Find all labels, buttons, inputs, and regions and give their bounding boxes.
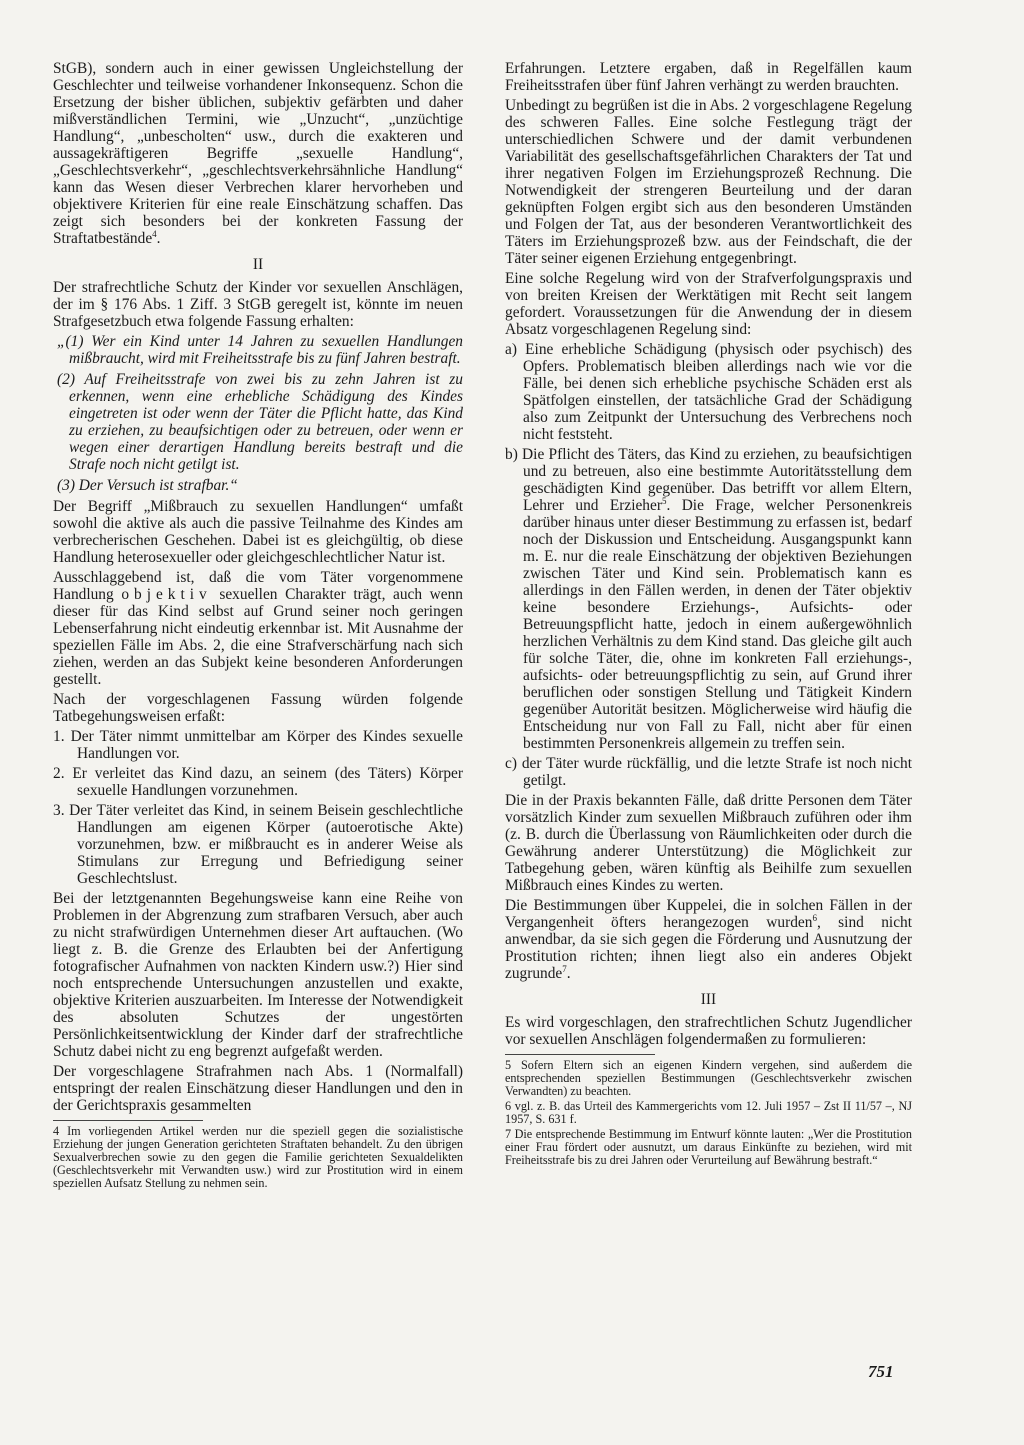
page-number: 751 (868, 1362, 894, 1381)
footnote: 6 vgl. z. B. das Urteil des Kammergerichts vom 12. Juli 1957 – Zst II 11/57 –, NJ 1957, S. 631 f. (505, 1099, 912, 1126)
enum-item: 1. Der Täter nimmt unmittelbar am Körper des Kindes sexuelle Handlungen vor. (53, 728, 463, 762)
paragraph: Der vorgeschlagene Strafrahmen nach Abs. 1 (Normalfall) entspringt der realen Einschätzung dieser Handlungen und den in der Gerichtspraxis gesammelten (53, 1063, 463, 1114)
footnote: 4 Im vorliegenden Artikel werden nur die speziell gegen die sozialistische Erziehung der jungen Generation gerichteten Straftaten behandelt. Zu den übrigen Sexualverbrechen sowie zu den gegen die Familie gerichteten Sexualdelikten (Geschlechtsverkehr mit Verwandten usw.) wird zur Prostitution wird in einem speziellen Aufsatz Stellung zu nehmen sein. (53, 1124, 463, 1190)
footnote-ref: 6 (812, 912, 817, 923)
footnote-ref: 5 (661, 495, 667, 506)
footnotes (53, 1125, 463, 1190)
paragraph: StGB), sondern auch in einer gewissen Ungleichstellung der Geschlechter und teilweise vorhandener Inkonsequenz. Schon die Ersetzung der bisher üblichen, subjektiv gefärbten und daher mißverständlichen Termini, wie „Unzucht“, „unzüchtige Handlung“, „unbescholten“ usw., durch die exakteren und aussagekräftigeren Begriffe „sexuelle Handlung“, „Geschlechtsverkehr“, „geschlechtsverkehrsähnliche Handlung“ kann das Wesen dieser Verbrechen klarer hervorheben und objektivere Kriterien für eine reale Einschätzung schaffen. Das zeigt sich besonders bei der konkreten Fassung der Straftatbestände$^4$. (53, 60, 463, 247)
footnote-ref: 7 (562, 963, 567, 974)
paragraph: Eine solche Regelung wird von der Strafverfolgungspraxis und von breiten Kreisen der Werktätigen mit Recht seit langem gefordert. Voraussetzungen für die Anwendung der in diesem Absatz vorgeschlagenen Regelung sind: (505, 270, 912, 338)
enum-item: 3. Der Täter verleitet das Kind, in seinem Beisein geschlechtliche Handlungen am eigenen Körper (autoerotische Akte) vorzunehmen, bzw. er mißbraucht es in anderer Weise als Stimulans zur Erregung und Befriedigung seiner Geschlechtslust. (53, 802, 463, 887)
right-column (505, 60, 912, 1169)
enum-item: 2. Er verleitet das Kind dazu, an seinem (des Täters) Körper sexuelle Handlungen vorzunehmen. (53, 765, 463, 799)
paragraph: Ausschlaggebend ist, daß die vom Täter vorgenommene Handlung objektiv sexuellen Charakter trägt, auch wenn dieser für das Kind selbst auf Grund seiner noch geringen Lebenserfahrung nicht eindeutig erkennbar ist. Mit Ausnahme der speziellen Fälle im Abs. 2, die eine Strafverschärfung nach sich ziehen, werden an das Subjekt keine besonderen Anforderungen gestellt. (53, 569, 464, 688)
paragraph: Es wird vorgeschlagen, den strafrechtlichen Schutz Jugendlicher vor sexuellen Anschlägen folgendermaßen zu formulieren: (505, 1014, 912, 1048)
footnote-divider (53, 1120, 203, 1121)
left-column (53, 60, 463, 1192)
footnote: 5 Sofern Eltern sich an eigenen Kindern vergehen, sind außerdem die entsprechenden speziellen Bestimmungen (Geschlechtsverkehr zwischen Verwandten) zu beachten. (505, 1058, 912, 1098)
paragraph: Nach der vorgeschlagenen Fassung würden folgende Tatbegehungsweisen erfaßt: (53, 691, 463, 725)
paragraph: Erfahrungen. Letztere ergaben, daß in Regelfällen kaum Freiheitsstrafen über fünf Jahren verhängt zu werden brauchten. (505, 60, 912, 94)
list-item: a) Eine erhebliche Schädigung (physisch oder psychisch) des Opfers. Problematisch bleiben allerdings nach wie vor die Fälle, bei denen sich erhebliche psychische Schäden erst als Spätfolgen einstellen, der tatsächliche Grad der Schädigung also zum Zeitpunkt der Untersuchung des Verbrechens noch nicht feststeht. (505, 341, 912, 443)
paragraph: Bei der letztgenannten Begehungsweise kann eine Reihe von Problemen in der Abgrenzung zum strafbaren Versuch, aber auch zu nicht strafwürdigen Unternehmen dieser Art auftauchen. (Wo liegt z. B. die Grenze des Erlaubten bei der Anfertigung fotografischer Aufnahmen von nackten Kindern usw.?) Hier sind noch entsprechende Untersuchungen anzustellen und exakte, objektive Kriterien auszuarbeiten. Im Interesse der Notwendigkeit des absoluten Schutzes der ungestörten Persönlichkeitsentwicklung der Kinder darf der strafrechtliche Schutz dabei nicht zu eng begrenzt aufgefaßt werden. (53, 890, 463, 1060)
paragraph: Die Bestimmungen über Kuppelei, die in solchen Fällen in der Vergangenheit öfters herangezogen wurden$^6$, sind nicht anwendbar, da sie sich gegen die Förderung und Ausnutzung der Prostitution richten; ihnen liegt also ein anderes Objekt zugrunde$^7$. (505, 897, 912, 982)
footnote: 7 Die entsprechende Bestimmung im Entwurf könnte lauten: „Wer die Prostitution einer Frau fördert oder ausnutzt, um daraus Einkünfte zu beziehen, wird mit Freiheitsstrafe bis zu drei Jahren oder Verurteilung auf Bewährung bestraft.“ (505, 1127, 912, 1167)
law-clause: „(1) Wer ein Kind unter 14 Jahren zu sexuellen Handlungen mißbraucht, wird mit Freiheitsstrafe bis zu fünf Jahren bestraft. (57, 333, 463, 367)
paragraph: Der strafrechtliche Schutz der Kinder vor sexuellen Anschlägen, der im § 176 Abs. 1 Ziff. 3 StGB geregelt ist, könnte im neuen Strafgesetzbuch etwa folgende Fassung erhalten: (53, 279, 463, 330)
law-clause: (3) Der Versuch ist strafbar.“ (57, 477, 238, 494)
section-heading: II (252, 256, 264, 273)
spaced-emphasis: objektiv (121, 586, 212, 603)
law-clause: (2) Auf Freiheitsstrafe von zwei bis zu zehn Jahren ist zu erkennen, wenn eine erhebliche Schädigung des Kindes eingetreten ist oder wenn der Täter die Pflicht hatte, das Kind zu erziehen, zu beaufsichtigen oder zu betreuen, oder wenn er wegen einer derartigen Handlung bereits bestraft und die Strafe noch nicht getilgt ist. (57, 371, 463, 473)
conditions-list (505, 341, 912, 789)
list-item: c) der Täter wurde rückfällig, und die letzte Strafe ist noch nicht getilgt. (505, 755, 912, 789)
section-heading: III (700, 991, 717, 1008)
paragraph: Unbedingt zu begrüßen ist die in Abs. 2 vorgeschlagene Regelung des schweren Falles. Eine solche Festlegung trägt der unterschiedlichen Schwere und der damit verbundenen Variabilität des gesellschaftsgefährlichen Charakters der Tat und ihrer negativen Folgen im Erziehungsprozeß Rechnung. Die Notwendigkeit der strengeren Beurteilung und der daran geknüpften Folgen ergibt sich aus den besonderen Umständen und Folgen der Tat, aus der besonderen Verantwortlichkeit des Täters im Erziehungsprozeß bzw. aus der Feindschaft, die der Täter seiner eigenen Erziehung entgegenbringt. (505, 97, 912, 267)
list-item: b) Die Pflicht des Täters, das Kind zu erziehen, zu beaufsichtigen und zu betreuen, also eine bestimmte Autoritätsstellung dem geschädigten Kind gegenüber. Das betrifft vor allem Eltern, Lehrer und Erzieher$^5$. Die Frage, welcher Personenkreis darüber hinaus unter dieser Bestimmung zu erfassen ist, bedarf noch der Diskussion und Entscheidung. Ausgangspunkt kann m. E. nur die reale Einschätzung der objektiven Beziehungen zwischen Täter und Kind sein. Problematisch kann es allerdings in den Fällen werden, in denen der Täter objektiv keine besondere Erziehungs-, Aufsichts- oder Betreuungspflicht hatte, jedoch in einem außergewöhnlich herzlichen Verhältnis zu dem Kind stand. Das gleiche gilt auch für solche Täter, die, ohne im konkreten Fall erziehungs-, aufsichts- oder betreuungspflichtig zu sein, auf Grund ihrer beruflichen oder sonstigen Stellung und Tätigkeit Kindern gegenüber Autorität besitzen. Möglicherweise wird häufig die Entscheidung nur von Fall zu Fall, nicht aber für einen bestimmten Personenkreis allgemein zu treffen sein. (505, 446, 912, 752)
footnote-ref: 4 (152, 228, 157, 239)
proposed-law-text (53, 333, 463, 494)
paragraph: Der Begriff „Mißbrauch zu sexuellen Handlungen“ umfaßt sowohl die aktive als auch die passive Teilnahme des Kindes am verbrecherischen Geschehen. Dabei ist es gleichgültig, ob diese Handlung heterosexueller oder gleichgeschlechtlicher Natur ist. (53, 498, 463, 566)
paragraph: Die in der Praxis bekannten Fälle, daß dritte Personen dem Täter vorsätzlich Kinder zum sexuellen Mißbrauch zuführen oder ihm (z. B. durch die Überlassung von Räumlichkeiten oder durch die Gewährung anderer Unterstützung) die Möglichkeit zur Tatbegehung geben, wären künftig als Beihilfe zum sexuellen Mißbrauch eines Kindes zu werten. (505, 792, 912, 894)
enumeration (53, 728, 463, 887)
footnotes (505, 1059, 912, 1167)
footnote-divider (505, 1054, 655, 1055)
